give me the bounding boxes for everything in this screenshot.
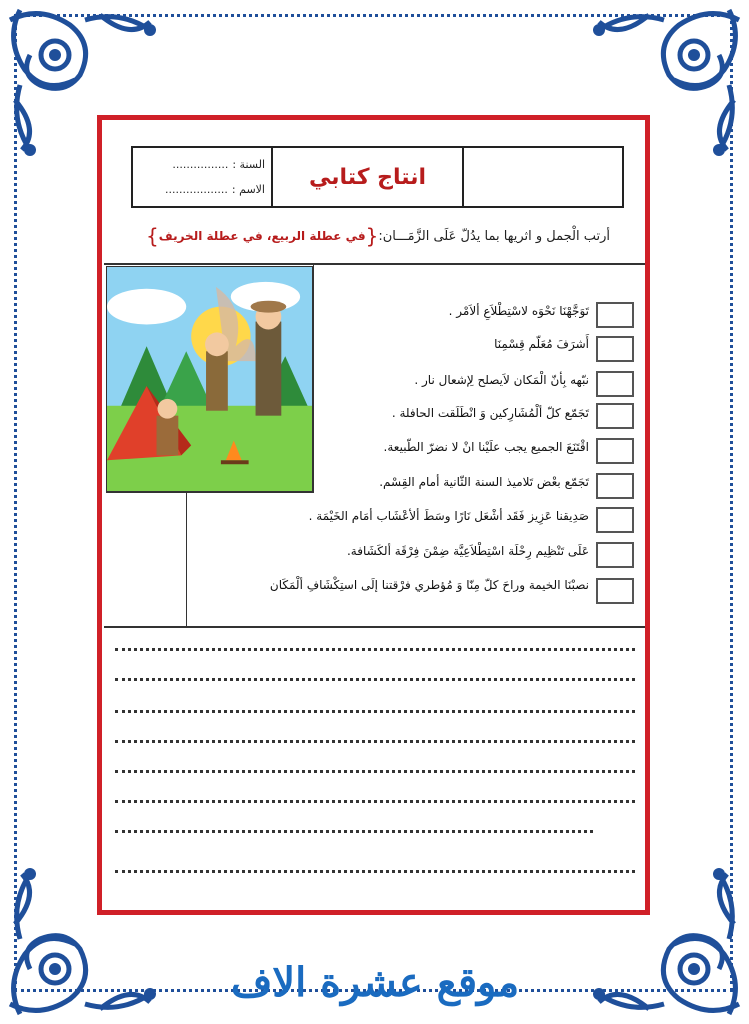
- writing-line[interactable]: [115, 870, 635, 873]
- year-label: السنة :: [232, 158, 265, 171]
- writing-line[interactable]: [115, 770, 635, 773]
- brace-close-icon: }: [146, 224, 159, 248]
- writing-line[interactable]: [115, 830, 593, 833]
- writing-line[interactable]: [115, 740, 635, 743]
- sentence-1: تَوَجَّهْنَا نَحْوَه لاسْتِطْلاَعِ ألاَمْر .: [448, 304, 589, 318]
- divider: [313, 265, 314, 493]
- blank-cell: [464, 148, 622, 206]
- name-label: الاسم :: [231, 183, 265, 196]
- order-box[interactable]: [596, 578, 634, 604]
- order-box[interactable]: [596, 336, 634, 362]
- name-field[interactable]: ..................: [164, 183, 228, 196]
- divider: [106, 492, 314, 493]
- writing-line[interactable]: [115, 648, 635, 651]
- order-box[interactable]: [596, 473, 634, 499]
- writing-line[interactable]: [115, 678, 635, 681]
- order-box[interactable]: [596, 302, 634, 328]
- instruction-options: في عطلة الربيع، في عطلة الخريف: [158, 229, 366, 243]
- sentence-6: تَجَمّع بعْض تَلاميذ السنة الثّانية أمام القِسْم.: [379, 475, 589, 489]
- site-watermark: موقع عشرة الاف: [230, 959, 520, 1006]
- name-row: [139, 183, 265, 196]
- year-row: [139, 158, 265, 171]
- order-box[interactable]: [596, 438, 634, 464]
- sentence-8: عَلَى تَنْظِيم رِحْلَة اسْتِطْلاَعِيَّة ضِمْنَ فِرْقَة ألكَشَافة.: [346, 544, 589, 558]
- order-box[interactable]: [596, 371, 634, 397]
- sentence-9: نصبْنَا الخيمة وراحَ كلّ مِنّا وَ مُؤطري فرْقتنا إلَى استِكْشَافِ ألْمَكَان: [269, 578, 589, 592]
- sentence-2: أَشرَفَ مُعَلّم قِسْمِنَا: [494, 337, 589, 351]
- instruction-text: أرتب الْجمل و اثريها بما يدُلّ عَلَى الزَّمَـــان:: [378, 228, 610, 244]
- page-title: انتاج كتابي: [308, 164, 427, 190]
- brace-open-icon: {: [365, 224, 379, 248]
- sentence-7: صَدِيقنا عَزِيز فَقَد أشْعَل نَارًا وسَطَ ألأعْشَاب أمَام الخَيْمَة .: [308, 509, 589, 523]
- instruction: [128, 222, 610, 250]
- year-field[interactable]: ................: [172, 158, 229, 171]
- camping-scene-illustration: [106, 266, 313, 492]
- order-box[interactable]: [596, 542, 634, 568]
- writing-line[interactable]: [115, 800, 635, 803]
- worksheet-header: [131, 146, 624, 208]
- title-cell: [273, 148, 464, 206]
- order-box[interactable]: [596, 403, 634, 429]
- order-box[interactable]: [596, 507, 634, 533]
- divider: [186, 492, 187, 626]
- writing-line[interactable]: [115, 710, 635, 713]
- sentence-3: نبّهه بِأنّ الْمَكان لاَيصلح لِإشعال نار .: [414, 373, 589, 387]
- student-info: [133, 148, 273, 206]
- sentence-5: اقْتَنَعَ الجميع يجب علَيْنا انْ لا نضرّ الطّبيعة.: [383, 440, 589, 454]
- sentence-4: تَجَمّع كلّ ألْمُشَارِكين وَ انْطَلَقت الحافلة .: [391, 406, 589, 420]
- writing-area[interactable]: [104, 630, 645, 906]
